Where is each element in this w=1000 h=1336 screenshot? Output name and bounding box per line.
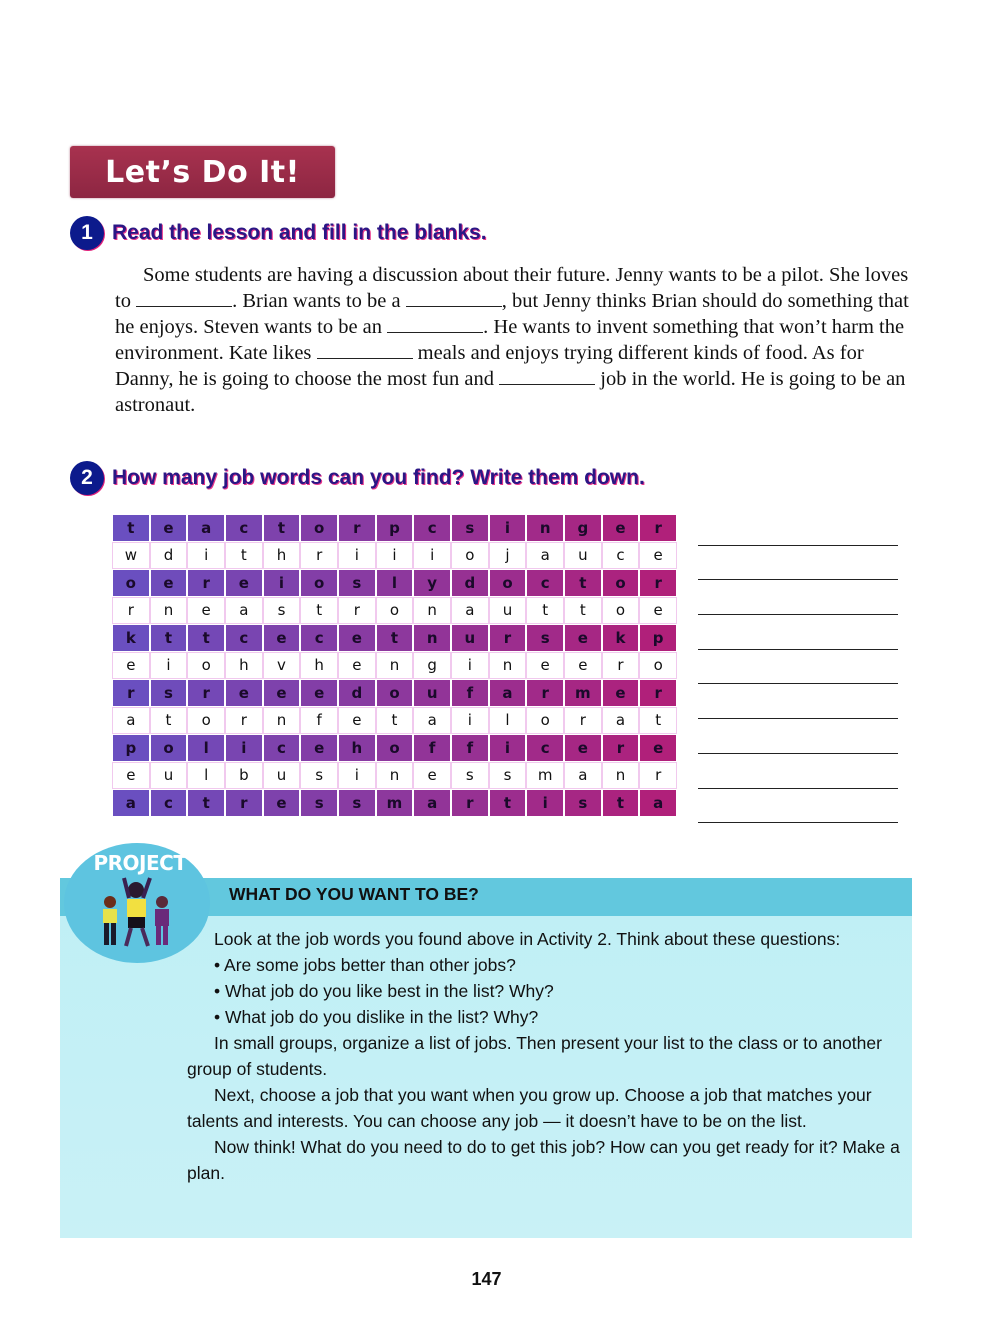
grid-cell[interactable]: r (565, 708, 601, 734)
page-number: 147 (471, 1269, 502, 1289)
grid-cell[interactable]: a (452, 598, 488, 624)
project-paragraph: In small groups, organize a list of jobs. Then present your list to the class or to another group of students. (187, 1033, 882, 1079)
banner-title: Let’s Do It! (105, 154, 300, 190)
answer-line[interactable] (698, 515, 898, 550)
project-paragraph: Next, choose a job that you want when you grow up. Choose a job that matches your talents and interests. You can choose any job — it doesn’t have to be on the list. (187, 1085, 872, 1131)
project-body (187, 926, 902, 1186)
lets-do-it-banner (70, 146, 335, 198)
grid-cell[interactable]: t (301, 598, 337, 624)
grid-cell[interactable]: h (226, 653, 262, 679)
grid-cell[interactable]: t (226, 543, 262, 569)
grid-cell[interactable]: o (151, 735, 187, 761)
grid-cell[interactable]: i (188, 543, 224, 569)
project-bullet: • Are some jobs better than other jobs? (214, 955, 516, 975)
grid-cell[interactable]: n (377, 653, 413, 679)
grid-cell[interactable]: n (414, 598, 450, 624)
fill-blank[interactable] (387, 316, 483, 333)
grid-cell[interactable]: j (490, 543, 526, 569)
grid-cell[interactable]: s (301, 790, 337, 816)
passage-text: . He wants to invent something that won’t harm the environment. Kate likes (115, 316, 905, 364)
grid-cell[interactable]: s (151, 680, 187, 706)
project-paragraph: Now think! What do you need to do to get this job? How can you get ready for it? Make a plan. (187, 1137, 900, 1183)
grid-cell[interactable]: f (452, 735, 488, 761)
grid-cell[interactable]: i (490, 735, 526, 761)
grid-cell[interactable]: i (527, 790, 563, 816)
grid-cell[interactable]: e (301, 680, 337, 706)
grid-cell[interactable]: r (527, 680, 563, 706)
activity-1-number: 1 (70, 216, 104, 250)
grid-cell[interactable]: p (113, 735, 149, 761)
grid-cell[interactable]: i (490, 515, 526, 541)
grid-cell[interactable]: i (264, 570, 300, 596)
grid-cell[interactable]: r (301, 543, 337, 569)
grid-cell[interactable]: a (603, 708, 639, 734)
passage-text: . Brian wants to be a (232, 290, 406, 312)
grid-cell[interactable]: n (414, 625, 450, 651)
grid-cell[interactable]: e (151, 570, 187, 596)
answer-line[interactable] (698, 550, 898, 585)
grid-cell[interactable]: a (113, 790, 149, 816)
grid-cell[interactable]: d (452, 570, 488, 596)
grid-cell[interactable]: u (565, 543, 601, 569)
grid-cell[interactable]: r (603, 653, 639, 679)
grid-cell[interactable]: c (226, 515, 262, 541)
grid-cell[interactable]: o (301, 515, 337, 541)
grid-cell[interactable]: o (452, 543, 488, 569)
grid-cell[interactable]: c (301, 625, 337, 651)
grid-cell[interactable]: h (264, 543, 300, 569)
grid-cell[interactable]: k (113, 625, 149, 651)
activity-2-header (70, 461, 645, 495)
answer-line[interactable] (698, 654, 898, 689)
grid-cell[interactable]: i (414, 543, 450, 569)
grid-cell[interactable]: s (452, 763, 488, 789)
grid-cell[interactable]: e (565, 653, 601, 679)
grid-cell[interactable]: r (490, 625, 526, 651)
grid-cell[interactable]: t (490, 790, 526, 816)
grid-cell[interactable]: c (264, 735, 300, 761)
grid-cell[interactable]: s (301, 763, 337, 789)
grid-cell[interactable]: s (339, 570, 375, 596)
answer-line[interactable] (698, 584, 898, 619)
grid-cell[interactable]: l (490, 708, 526, 734)
answer-line[interactable] (698, 688, 898, 723)
grid-cell[interactable]: g (414, 653, 450, 679)
grid-cell[interactable]: r (188, 570, 224, 596)
grid-cell[interactable]: r (640, 763, 676, 789)
grid-cell[interactable]: a (490, 680, 526, 706)
answer-line[interactable] (698, 723, 898, 758)
grid-cell[interactable]: o (490, 570, 526, 596)
grid-cell[interactable]: p (640, 625, 676, 651)
fill-blank[interactable] (136, 290, 232, 307)
activity-2-instruction: How many job words can you find? Write them down. (112, 466, 645, 489)
grid-cell[interactable]: c (151, 790, 187, 816)
grid-cell[interactable]: s (264, 598, 300, 624)
grid-cell[interactable]: c (527, 735, 563, 761)
grid-cell[interactable]: d (339, 680, 375, 706)
grid-cell[interactable]: s (565, 790, 601, 816)
grid-cell[interactable]: a (226, 598, 262, 624)
grid-cell[interactable]: t (264, 515, 300, 541)
grid-cell[interactable]: u (490, 598, 526, 624)
grid-cell[interactable]: t (377, 625, 413, 651)
kid-right (155, 896, 169, 945)
grid-cell[interactable]: t (113, 515, 149, 541)
grid-cell[interactable]: a (113, 708, 149, 734)
grid-cell[interactable]: s (339, 790, 375, 816)
grid-cell[interactable]: c (414, 515, 450, 541)
grid-cell[interactable]: a (414, 790, 450, 816)
fill-blank[interactable] (406, 290, 502, 307)
grid-cell[interactable]: e (264, 680, 300, 706)
grid-cell[interactable]: w (113, 543, 149, 569)
grid-cell[interactable]: i (339, 543, 375, 569)
word-search-grid (113, 515, 676, 816)
grid-cell[interactable]: e (603, 680, 639, 706)
grid-cell[interactable]: e (527, 653, 563, 679)
grid-cell[interactable]: n (264, 708, 300, 734)
grid-cell[interactable]: y (414, 570, 450, 596)
fill-in-passage (115, 262, 915, 418)
grid-cell[interactable]: i (226, 735, 262, 761)
grid-cell[interactable]: c (226, 625, 262, 651)
grid-cell[interactable]: d (151, 543, 187, 569)
grid-cell[interactable]: r (640, 515, 676, 541)
grid-cell[interactable]: f (452, 680, 488, 706)
grid-cell[interactable]: m (527, 763, 563, 789)
grid-cell[interactable]: r (603, 735, 639, 761)
grid-cell[interactable]: e (565, 625, 601, 651)
passage-text: , but Jenny thinks Brian should do something that he enjoys. Steven wants to be an (115, 290, 909, 338)
grid-cell[interactable]: s (452, 515, 488, 541)
grid-cell[interactable]: r (226, 790, 262, 816)
grid-cell[interactable]: o (301, 570, 337, 596)
fill-blank[interactable] (317, 342, 413, 359)
grid-cell[interactable]: l (188, 735, 224, 761)
grid-cell[interactable]: r (640, 680, 676, 706)
grid-cell[interactable]: s (527, 625, 563, 651)
grid-cell[interactable]: e (640, 543, 676, 569)
grid-cell[interactable]: c (603, 543, 639, 569)
grid-cell[interactable]: t (151, 708, 187, 734)
grid-cell[interactable]: e (226, 570, 262, 596)
grid-cell[interactable]: u (452, 625, 488, 651)
grid-cell[interactable]: e (640, 735, 676, 761)
grid-cell[interactable]: t (188, 790, 224, 816)
grid-cell[interactable]: u (264, 763, 300, 789)
grid-cell[interactable]: n (527, 515, 563, 541)
grid-cell[interactable]: e (188, 598, 224, 624)
grid-cell[interactable]: m (377, 790, 413, 816)
grid-cell[interactable]: e (640, 598, 676, 624)
grid-cell[interactable]: u (151, 763, 187, 789)
grid-cell[interactable]: t (377, 708, 413, 734)
grid-cell[interactable]: r (640, 570, 676, 596)
passage-text: meals and enjoys trying different kinds of food. As for Danny, he is going to choose the most fun and (115, 342, 864, 390)
passage-text: job in the world. He is going to be an astronaut. (115, 368, 906, 416)
grid-cell[interactable]: a (565, 763, 601, 789)
grid-cell[interactable]: e (151, 515, 187, 541)
answer-lines (698, 515, 898, 827)
grid-cell[interactable]: i (151, 653, 187, 679)
grid-cell[interactable]: t (565, 570, 601, 596)
grid-cell[interactable]: o (640, 653, 676, 679)
grid-cell[interactable]: e (339, 625, 375, 651)
grid-cell[interactable]: i (339, 763, 375, 789)
grid-cell[interactable]: o (603, 570, 639, 596)
grid-cell[interactable]: t (151, 625, 187, 651)
grid-cell[interactable]: n (377, 763, 413, 789)
grid-cell[interactable]: i (452, 653, 488, 679)
grid-cell[interactable]: c (527, 570, 563, 596)
grid-cell[interactable]: i (452, 708, 488, 734)
activity-1-instruction: Read the lesson and fill in the blanks. (112, 221, 487, 244)
grid-cell[interactable]: b (226, 763, 262, 789)
grid-cell[interactable]: o (113, 570, 149, 596)
grid-cell[interactable]: t (603, 790, 639, 816)
grid-cell[interactable]: o (377, 598, 413, 624)
grid-cell[interactable]: o (527, 708, 563, 734)
grid-cell[interactable]: e (339, 653, 375, 679)
kids-illustration-icon (96, 872, 176, 950)
grid-cell[interactable]: r (226, 708, 262, 734)
grid-cell[interactable]: t (527, 598, 563, 624)
grid-cell[interactable]: e (113, 653, 149, 679)
grid-cell[interactable]: p (377, 515, 413, 541)
grid-cell[interactable]: g (565, 515, 601, 541)
grid-cell[interactable]: h (339, 735, 375, 761)
project-bullet: • What job do you like best in the list? Why? (214, 981, 554, 1001)
grid-cell[interactable]: t (565, 598, 601, 624)
grid-cell[interactable]: o (603, 598, 639, 624)
grid-cell[interactable]: a (414, 708, 450, 734)
grid-cell[interactable]: e (339, 708, 375, 734)
grid-cell[interactable]: k (603, 625, 639, 651)
grid-cell[interactable]: f (414, 735, 450, 761)
grid-cell[interactable]: e (113, 763, 149, 789)
grid-cell[interactable]: e (603, 515, 639, 541)
answer-line[interactable] (698, 793, 898, 828)
answer-line[interactable] (698, 619, 898, 654)
kid-center (124, 878, 150, 946)
project-title: WHAT DO YOU WANT TO BE? (229, 884, 479, 904)
answer-line[interactable] (698, 758, 898, 793)
grid-cell[interactable]: o (377, 680, 413, 706)
grid-cell[interactable]: u (414, 680, 450, 706)
grid-cell[interactable]: o (188, 653, 224, 679)
grid-cell[interactable]: h (301, 653, 337, 679)
grid-cell[interactable]: a (640, 790, 676, 816)
grid-cell[interactable]: s (490, 763, 526, 789)
project-bullet: • What job do you dislike in the list? Why? (214, 1007, 539, 1027)
fill-blank[interactable] (499, 368, 595, 385)
grid-cell[interactable]: n (603, 763, 639, 789)
activity-2-number: 2 (70, 461, 104, 495)
passage-text: Some students are having a discussion about their future. Jenny wants to be a pilot. She loves to (115, 264, 909, 312)
grid-cell[interactable]: a (188, 515, 224, 541)
project-intro: Look at the job words you found above in Activity 2. Think about these questions: (214, 929, 841, 949)
grid-cell[interactable]: r (113, 598, 149, 624)
grid-cell[interactable]: r (113, 680, 149, 706)
grid-cell[interactable]: o (377, 735, 413, 761)
grid-cell[interactable]: i (377, 543, 413, 569)
grid-cell[interactable]: r (452, 790, 488, 816)
grid-cell[interactable]: n (151, 598, 187, 624)
grid-cell[interactable]: v (264, 653, 300, 679)
grid-cell[interactable]: e (414, 763, 450, 789)
activity-1-header (70, 216, 487, 250)
grid-cell[interactable]: f (301, 708, 337, 734)
grid-cell[interactable]: t (640, 708, 676, 734)
grid-cell[interactable]: m (565, 680, 601, 706)
grid-cell[interactable]: l (188, 763, 224, 789)
grid-cell[interactable]: l (377, 570, 413, 596)
grid-cell[interactable]: e (301, 735, 337, 761)
grid-cell[interactable]: e (226, 680, 262, 706)
grid-cell[interactable]: e (264, 790, 300, 816)
grid-cell[interactable]: r (188, 680, 224, 706)
grid-cell[interactable]: t (188, 625, 224, 651)
grid-cell[interactable]: o (188, 708, 224, 734)
grid-cell[interactable]: a (527, 543, 563, 569)
grid-cell[interactable]: n (490, 653, 526, 679)
grid-cell[interactable]: e (264, 625, 300, 651)
grid-cell[interactable]: r (339, 515, 375, 541)
grid-cell[interactable]: r (339, 598, 375, 624)
project-badge-label: PROJECT (93, 851, 187, 875)
grid-cell[interactable]: e (565, 735, 601, 761)
kid-left (103, 896, 117, 945)
